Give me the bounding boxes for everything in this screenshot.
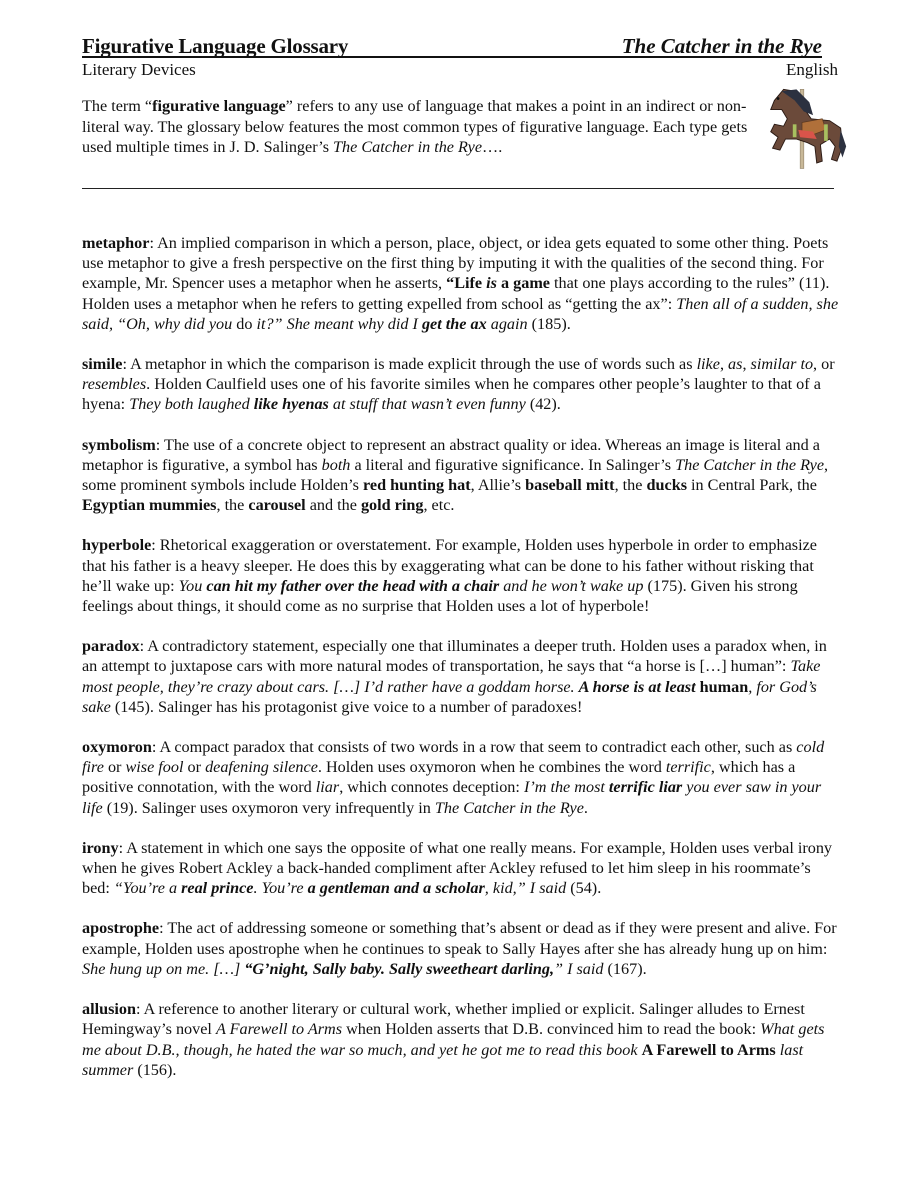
definition-text: at stuff that wasn’t even funny [328,395,526,414]
header-title-row [82,30,822,58]
definition-text: , kid,” I said [484,879,567,898]
definition-text: , [742,355,751,374]
definition-text: ducks [646,476,687,495]
definition-text: or [183,758,206,777]
definition-text: liar [315,778,340,797]
definition-text: “G’night, Sally baby. Sally sweetheart darling, [244,959,555,978]
glossary-entry-allusion [82,999,842,1080]
definition-text: “You’re a [113,879,182,898]
definition-text: and the [305,496,361,515]
definition-text: baseball mitt [525,476,615,495]
definition-text: a game [496,274,550,293]
definition-text: , the [614,476,647,495]
definition-text: similar to [750,355,814,374]
definition-text: : A statement in which one says the opposite of what one really means. For example, Holden uses verbal irony when he gives Robert Ackley a back-handed compliment after Ackley refused to let him sleep in his roommate’s bed: [82,838,833,898]
definition-text: again [486,314,528,333]
definition-text: You [178,576,207,595]
definition-text: Egyptian mummies [82,496,217,515]
glossary-term: metaphor [82,234,150,252]
definition-text: (54). [566,879,602,898]
definition-text: resembles [82,375,147,394]
glossary-entry-paradox [82,636,842,717]
definition-text: wise fool [125,758,184,777]
definition-text: Then all of a sudden, she said, “Oh, why did you [82,294,839,333]
intro-text: …. [482,138,503,156]
definition-text: a gentleman and a scholar [307,879,485,898]
definition-text: , [719,355,729,374]
document-page [82,30,842,1079]
definition-text: , for God’s sake [82,677,817,716]
glossary-entry-symbolism [82,435,842,516]
definition-text: : A metaphor in which the comparison is made explicit through the use of words such as [122,355,697,374]
intro-text: The term “ [82,97,153,115]
definition-text: (185). [527,314,571,333]
definition-text: is [486,274,497,293]
definition-text: like hyenas [253,395,329,414]
definition-text: ” I said [554,959,604,978]
definition-text: What gets me about D.B., though, he hated the war so much, and yet he got me to read this book [82,1020,825,1059]
definition-text: terrific [665,758,711,777]
definition-text: when Holden asserts that D.B. convinced him to read the book: [342,1020,761,1039]
definition-text: terrific liar [608,778,683,797]
definition-text: : Rhetorical exaggeration or overstatement. For example, Holden uses hyperbole in order to emphasize that his father is a heavy sleeper. He does this by exaggerating what can be done to his father without risking that he’ll wake up: [82,536,817,595]
definition-text: . [583,798,588,817]
definition-text: , etc. [423,496,455,515]
definition-text: The Catcher in the Rye [434,798,584,817]
intro-paragraph [82,96,752,158]
glossary-term: paradox [82,637,140,656]
intro-text: ” refers to any use of language that makes a point in an indirect or non-literal way. The glossary below features the most common types of figurative language. Each type gets used multiple times in J. D. Salinger’s [82,97,748,156]
subject-label: English [786,60,838,79]
definition-text: human [695,677,749,696]
horizontal-rule [82,188,834,189]
definition-text: , Allie’s [470,476,526,495]
definition-text: gold ring [360,496,424,515]
definition-text: (167). [603,959,647,978]
definition-text: (156). [133,1060,177,1079]
definition-text: and he won’t wake up [499,576,644,595]
definition-text: (175). Given his strong feelings about things, it should come as no surprise that Holden uses a lot of hyperbole! [82,576,798,616]
definition-text: She hung up on me. […] [82,959,245,978]
glossary-entry-apostrophe [82,918,842,979]
definition-text: A horse is at least [578,677,696,696]
definition-text: a literal and figurative significance. In Salinger’s [350,455,676,474]
glossary-entries [82,233,842,1100]
definition-text: , or [813,355,835,374]
definition-text: cold fire [82,738,825,777]
definition-text: . Holden uses oxymoron when he combines the word [317,758,666,777]
definition-text: (42). [525,395,561,414]
definition-text: They both laughed [129,395,254,414]
definition-text: : A contradictory statement, especially one that illuminates a deeper truth. Holden uses a paradox when, in an attempt to juxtapose cars with more natural modes of transportation, he says that “a horse is […] human”: [82,637,827,676]
definition-text: like [696,355,720,374]
definition-text: : A reference to another literary or cultural work, whether implied or explicit. Salinger alludes to Ernest Hemingway’s novel [82,1000,805,1039]
glossary-entry-metaphor [82,233,842,334]
glossary-term: oxymoron [82,738,152,757]
glossary-entry-hyperbole [82,535,842,616]
definition-text: A Farewell to Arms [215,1020,343,1039]
definition-text: : A compact paradox that consists of two words in a row that seem to contradict each other, such as [151,738,797,757]
definition-text: (145). Salinger has his protagonist give voice to a number of paradoxes! [110,697,583,716]
definition-text: Take most people, they’re crazy about cars. […] I’d rather have a goddam horse. [82,657,821,696]
glossary-term: irony [82,838,119,857]
definition-text: The Catcher in the Rye [675,455,825,474]
definition-text: , which has a positive connotation, with the word [82,758,796,797]
glossary-term: symbolism [82,435,156,454]
header-subtitle-row [82,60,838,84]
definition-text: in Central Park, the [687,476,817,495]
definition-text: , some prominent symbols include Holden’s [82,455,829,495]
definition-text: or [103,758,126,777]
definition-text: A Farewell to Arms [641,1040,776,1059]
definition-text: I’m the most [523,778,609,797]
glossary-entry-oxymoron [82,737,842,818]
definition-text: do [236,314,253,333]
definition-text: get the ax [421,314,487,333]
intro-term: figurative language [152,97,286,115]
glossary-term: simile [82,355,123,374]
book-title: The Catcher in the Rye [621,34,822,58]
definition-text: . You’re [253,879,308,898]
definition-text: both [321,455,351,474]
definition-text: : The use of a concrete object to represent an abstract quality or idea. Whereas an image is literal and a metaphor is figurative, a symbol has [82,435,820,474]
definition-text: carousel [248,496,306,515]
definition-text: , which connotes deception: [339,778,524,797]
definition-text: deafening silence [205,758,318,777]
definition-text: it?” She meant why did I [252,314,422,333]
definition-text: last summer [82,1040,804,1079]
definition-text: “Life [446,274,487,293]
glossary-term: allusion [82,1000,136,1019]
definition-text: as [728,355,743,374]
definition-text: that one plays according to the rules” (11). Holden uses a metaphor when he refers to getting expelled from school as “getting the ax”: [82,274,830,313]
definition-text: (19). Salinger uses oxymoron very infrequently in [102,798,435,817]
glossary-entry-simile [82,354,842,415]
glossary-entry-irony [82,838,842,899]
definition-text: you ever saw in your life [82,778,822,817]
definition-text: can hit my father over the head with a chair [206,576,500,595]
definition-text: . Holden Caulfield uses one of his favorite similes when he compares other people’s laughter to that of a hyena: [82,375,821,414]
definition-text: : An implied comparison in which a person, place, object, or idea gets equated to some other thing. Poets use metaphor to give a fresh perspective on the first thing by imputing it with the qualities of the second thing. For example, Mr. Spencer uses a metaphor when he asserts, [82,234,829,293]
document-title: Figurative Language Glossary [82,34,349,58]
document-subtitle: Literary Devices [82,60,196,79]
glossary-term: apostrophe [82,919,160,938]
carousel-horse-icon [756,82,848,174]
glossary-term: hyperbole [82,536,152,555]
definition-text: red hunting hat [363,476,471,495]
definition-text: real prince [181,879,254,898]
definition-text: : The act of addressing someone or something that’s absent or dead as if they were present and alive. For example, Holden uses apostrophe when he continues to speak to Sally Hayes after she has already hung up on him: [82,919,837,958]
intro-book-title: The Catcher in the Rye [333,138,482,156]
definition-text: , the [216,496,249,515]
